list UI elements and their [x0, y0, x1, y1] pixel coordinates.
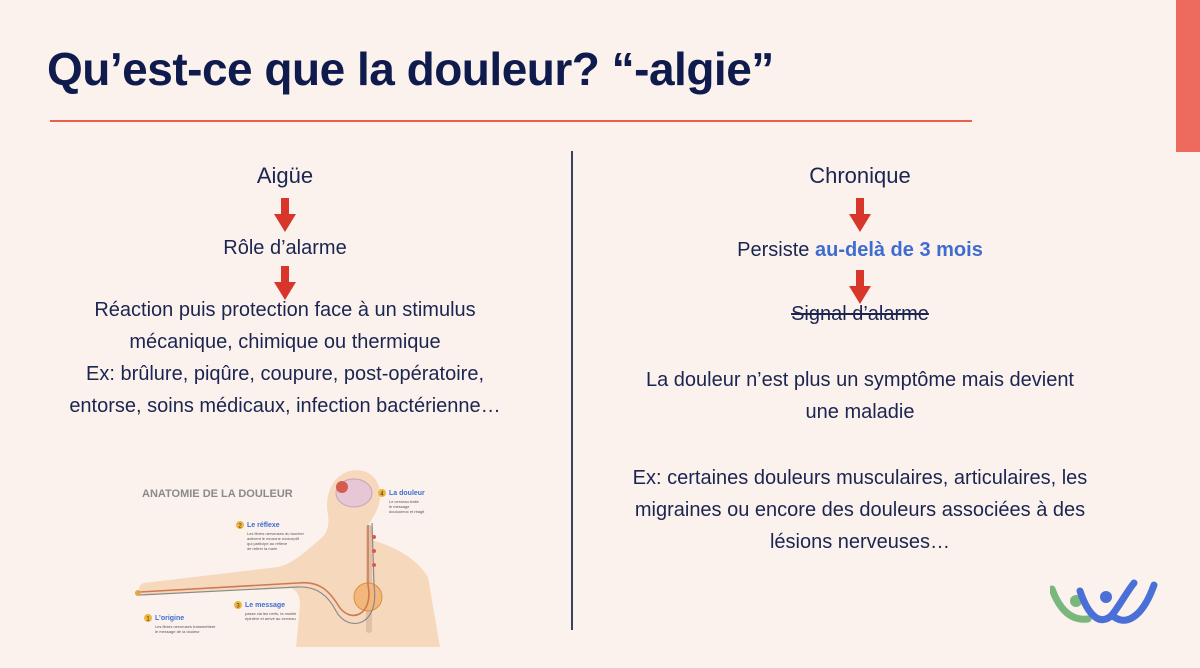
- chronic-example-line: Ex: certaines douleurs musculaires, articulaires, les: [632, 467, 1088, 489]
- label-desc: activent le neurone nociceptif: [247, 536, 299, 541]
- chronic-para-disease: [590, 364, 1130, 428]
- acute-role: Rôle d’alarme: [223, 237, 347, 259]
- pain-anatomy-illustration: [128, 455, 458, 647]
- down-arrow-icon: [849, 270, 871, 304]
- chronic-column: [590, 160, 1130, 558]
- title-underline: [50, 120, 972, 122]
- chronic-example-line: migraines ou encore des douleurs associées à des: [634, 499, 1086, 521]
- label-desc: qui participe au réflexe: [247, 541, 288, 546]
- accent-tab: [1176, 0, 1200, 152]
- label-title: Le message: [245, 602, 286, 609]
- acute-description: [20, 294, 550, 422]
- label-number: 4: [380, 491, 384, 498]
- label-desc: le message de la douleur: [155, 629, 200, 634]
- acute-heading: Aigüe: [256, 163, 314, 188]
- signal-dot: [372, 563, 376, 567]
- chronic-duration-prefix: Persiste: [737, 239, 815, 261]
- people-logo-icon: [1050, 575, 1160, 635]
- pain-center-mark: [336, 481, 348, 493]
- chronic-para-examples: [590, 462, 1130, 558]
- acute-desc-line: Réaction puis protection face à un stimulus: [94, 299, 476, 321]
- down-arrow-icon: [274, 198, 296, 232]
- figure-title: ANATOMIE DE LA DOULEUR: [142, 488, 293, 500]
- label-number: 3: [236, 603, 240, 610]
- label-title: L’origine: [155, 615, 185, 622]
- acute-desc-line: Ex: brûlure, piqûre, coupure, post-opératoire,: [86, 363, 484, 385]
- label-desc: Le cerveau traite: [389, 499, 419, 504]
- column-divider: [571, 151, 573, 630]
- label-desc: le message: [389, 504, 410, 509]
- chronic-heading: Chronique: [809, 163, 911, 188]
- label-desc: Les fibres nerveuses du toucher: [247, 531, 304, 536]
- origin-point: [135, 590, 141, 596]
- label-number: 2: [238, 523, 242, 530]
- chronic-para-line: une maladie: [805, 401, 915, 423]
- slide-title: Qu’est-ce que la douleur? “-algie”: [47, 43, 774, 95]
- duration-highlight: au-delà de 3 mois: [814, 239, 983, 261]
- acute-desc-line: entorse, soins médicaux, infection bactérienne…: [69, 395, 501, 417]
- down-arrow-icon: [849, 198, 871, 232]
- label-desc: de retirer la main: [247, 546, 278, 551]
- chronic-duration: [590, 236, 1130, 264]
- chronic-example-line: lésions nerveuses…: [769, 531, 951, 553]
- label-desc: douloureux et réagit: [389, 509, 425, 514]
- label-desc: passe via les nerfs, la moelle: [245, 611, 297, 616]
- label-desc: épinière et arrive au cerveau: [245, 616, 296, 621]
- signal-dot: [372, 549, 376, 553]
- struck-alarm-signal: Signal d’alarme: [791, 303, 929, 325]
- label-title: La douleur: [389, 490, 425, 497]
- label-desc: Les fibres nerveuses transmettent: [155, 624, 216, 629]
- label-number: 1: [146, 616, 150, 623]
- signal-dot: [372, 535, 376, 539]
- label-title: Le réflexe: [247, 522, 280, 529]
- acute-column: [20, 160, 550, 422]
- chronic-para-line: La douleur n’est plus un symptôme mais devient: [645, 369, 1074, 391]
- acute-desc-line: mécanique, chimique ou thermique: [129, 331, 441, 353]
